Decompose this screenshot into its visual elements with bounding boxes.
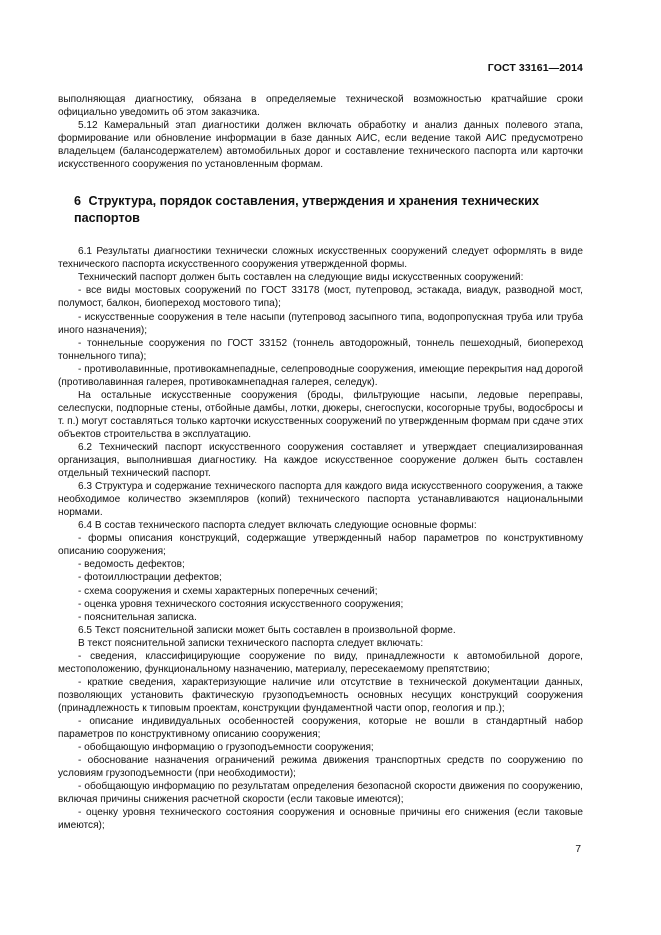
paragraph: выполняющая диагностику, обязана в определяемые технической возможностью кратчайшие сроки официально уведомить об этом заказчика.: [58, 94, 583, 119]
paragraph: На остальные искусственные сооружения (броды, фильтрующие насыпи, ледовые переправы, селеспуски, подпорные стены, отбойные дамбы, лотки, дюкеры, снегоспуски, косогорные трубы, водосбросы и т. п.) могут составляться только карточки искусственных сооружений по утвержденным формам при сдаче этих объектов строительства в эксплуатацию.: [58, 389, 583, 440]
page-content: [58, 93, 583, 832]
list-item: - все виды мостовых сооружений по ГОСТ 33178 (мост, путепровод, эстакада, виадук, разводной мост, полумост, балкон, биопереход мостового типа);: [58, 285, 583, 310]
paragraph: 6.4 В состав технического паспорта следует включать следующие основные формы:: [78, 520, 477, 532]
list-item: - противолавинные, противокамнепадные, селепроводные сооружения, имеющие перекрытия над дорогой (противолавинная галерея, противокамнепадная галерея, селедук).: [58, 363, 583, 388]
list-item: - обоснование назначения ограничений режима движения транспортных средств по сооружению по условиям грузоподъемности (при необходимости);: [58, 755, 583, 780]
page-number: 7: [575, 844, 581, 855]
paragraph: 6.5 Текст пояснительной записки может быть составлен в произвольной форме.: [78, 624, 456, 636]
list-item: - пояснительная записка.: [78, 611, 197, 623]
paragraph: 6.2 Технический паспорт искусственного сооружения составляет и утверждает специализированная организация, выполнившая диагностику. На каждое искусственное сооружение должен быть составлен отдельный технический паспорт.: [58, 441, 583, 480]
paragraph: 6.3 Структура и содержание технического паспорта для каждого вида искусственного сооружения, а также необходимое количество экземпляров (копий) технического паспорта устанавливаются национальными нормами.: [58, 481, 583, 519]
list-item: - описание индивидуальных особенностей сооружения, которые не вошли в стандартный набор параметров по конструктивному описанию сооружения;: [58, 715, 583, 741]
list-item: - тоннельные сооружения по ГОСТ 33152 (тоннель автодорожный, тоннель пешеходный, биопереход тоннельного типа);: [58, 337, 583, 362]
list-item: - сведения, классифицирующие сооружение по виду, принадлежности к автомобильной дороге, местоположению, функциональному назначению, материалу, пересекаемому препятствию;: [58, 650, 583, 675]
list-item: - обобщающую информацию по результатам определения безопасной скорости движения по сооружению, включая причины снижения расчетной скорости (если таковые имеются);: [58, 781, 583, 806]
document-code-header: ГОСТ 33161—2014: [487, 62, 583, 74]
list-item: - краткие сведения, характеризующие наличие или отсутствие в технической документации данных, позволяющих установить фактическую грузоподъемность основных несущих конструкций сооружения (принадлежность к типовым проектам, конструкции фундаментной части опор, геология и пр.);: [58, 676, 583, 714]
list-item: - искусственные сооружения в теле насыпи (путепровод засыпного типа, водопропускная труба или труба иного назначения);: [58, 311, 583, 336]
paragraph: Технический паспорт должен быть составлен на следующие виды искусственных сооружений:: [78, 272, 524, 284]
section-title-text: Структура, порядок составления, утверждения и хранения технических паспортов: [74, 194, 539, 225]
list-item: - оценку уровня технического состояния сооружения и основные причины его снижения (если таковые имеются);: [58, 807, 583, 832]
paragraph: В текст пояснительной записки технического паспорта следует включать:: [78, 637, 424, 649]
section-heading: [58, 193, 583, 226]
list-item: - схема сооружения и схемы характерных поперечных сечений;: [78, 585, 378, 597]
section-number: 6: [74, 194, 82, 209]
paragraph: 6.1 Результаты диагностики технически сложных искусственных сооружений следует оформлять в виде технического паспорта искусственного сооружения утвержденной формы.: [58, 246, 583, 271]
list-item: - формы описания конструкций, содержащие утвержденный набор параметров по конструктивному описанию сооружения;: [58, 533, 583, 558]
list-item: - фотоиллюстрации дефектов;: [78, 572, 222, 584]
list-item: - оценка уровня технического состояния искусственного сооружения;: [78, 598, 404, 610]
list-item: - ведомость дефектов;: [78, 559, 185, 571]
list-item: - обобщающую информацию о грузоподъемности сооружения;: [78, 742, 374, 754]
paragraph: 5.12 Камеральный этап диагностики должен включать обработку и анализ данных полевого этапа, формирование или обновление информации в базе данных АИС, если ведение такой АИС предусмотрено владельцем (балансодержателем) автомобильных дорог и составление технического паспорта или карточки искусственного сооружения по установленным формам.: [58, 120, 583, 171]
